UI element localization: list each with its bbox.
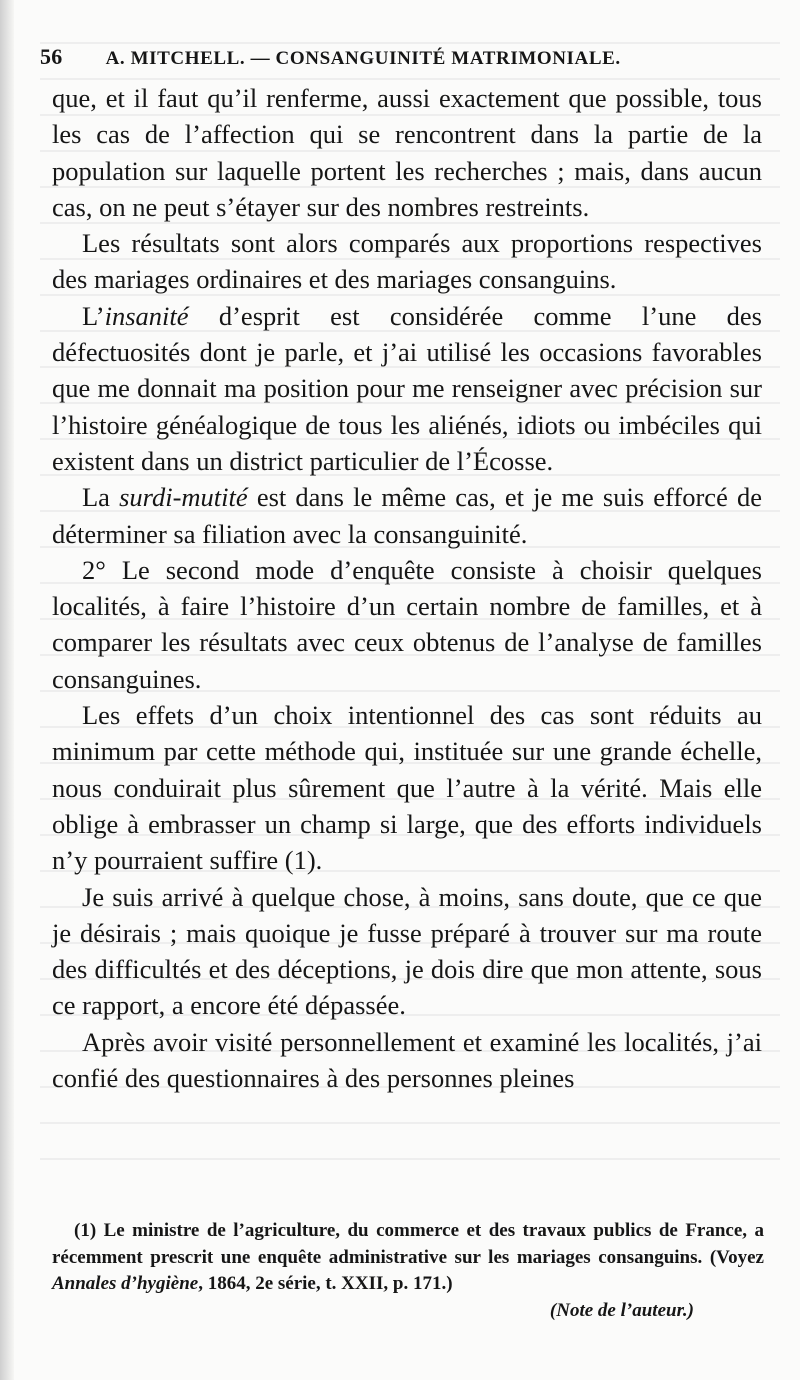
footnote-italic: Annales d’hygiène <box>52 1273 199 1294</box>
footnote-text: Le ministre de l’agriculture, du commerce et des travaux publics de France, a récemment prescrit une enquête administrative sur les mariages consanguins. (Voyez <box>52 1220 764 1268</box>
paragraph-text: 2° Le second mode d’enquête consiste à choisir quelques localités, à faire l’histoire d’un certain nombre de familles, et à comparer les résultats avec ceux obtenus de l’analyse de familles consanguines. <box>52 554 762 694</box>
paragraph-1 <box>52 80 762 225</box>
paragraph-8 <box>52 1024 762 1097</box>
paragraph-text: Après avoir visité personnellement et examiné les localités, j’ai confié des questionnaires à des personnes pleines <box>52 1026 762 1094</box>
paragraph-text: Les effets d’un choix intentionnel des cas sont réduits au minimum par cette méthode qui, instituée sur une grande échelle, nous conduirait plus sûrement que l’autre à la vérité. Mais elle oblige à embrasser un champ si large, que des efforts individuels n’y pourraient suffire (1). <box>52 700 762 876</box>
italic-term: insanité <box>104 300 189 331</box>
body-text <box>52 80 762 1096</box>
paragraph-text: est dans le même cas, et je me suis efforcé de déterminer sa filiation avec la consanguinité. <box>52 482 762 549</box>
paragraph-2 <box>52 225 762 298</box>
paragraph-5 <box>52 552 762 697</box>
paragraph-text: Je suis arrivé à quelque chose, à moins, sans doute, que ce que je désirais ; mais quoique je fusse préparé à trouver sur ma route des difficultés et des déceptions, je dois dire que mon attente, sous ce rapport, a encore été dépassée. <box>52 881 762 1021</box>
footnote-marker: (1) <box>74 1220 97 1241</box>
footnote-attribution: (Note de l’auteur.) <box>549 1299 694 1321</box>
paragraph-text: d’esprit est considérée comme l’une des défectuosités dont je parle, et j’ai utilisé les occasions favorables que me donnait ma position pour me renseigner avec précision sur l’histoire généalogique de tous les aliénés, idiots ou imbéciles qui existent dans un district particulier de l’Écosse. <box>52 300 762 476</box>
footnote-1 <box>52 1218 764 1298</box>
page-edge-shadow <box>0 0 14 1380</box>
paragraph-3 <box>52 298 762 479</box>
running-title: A. MITCHELL. — CONSANGUINITÉ MATRIMONIALE. <box>105 48 621 69</box>
running-header <box>40 44 760 70</box>
footnotes <box>52 1218 764 1324</box>
paragraph-text: Les résultats sont alors comparés aux proportions respectives des mariages ordinaires et des mariages consanguins. <box>52 228 762 295</box>
paragraph-4 <box>52 479 762 552</box>
paragraph-6 <box>52 697 762 878</box>
paragraph-text: La <box>82 482 120 513</box>
paragraph-7 <box>52 879 762 1024</box>
paragraph-text: L’ <box>82 300 105 331</box>
page-number: 56 <box>40 44 63 69</box>
italic-term: surdi-mutité <box>119 482 248 513</box>
paragraph-text: que, et il faut qu’il renferme, aussi exactement que possible, tous les cas de l’affection qui se rencontrent dans la partie de la population sur laquelle portent les recherches ; mais, dans aucun cas, on ne peut s’étayer sur des nombres restreints. <box>52 83 762 222</box>
footnote-text: , 1864, 2e série, t. XXII, p. 171.) <box>198 1273 453 1294</box>
